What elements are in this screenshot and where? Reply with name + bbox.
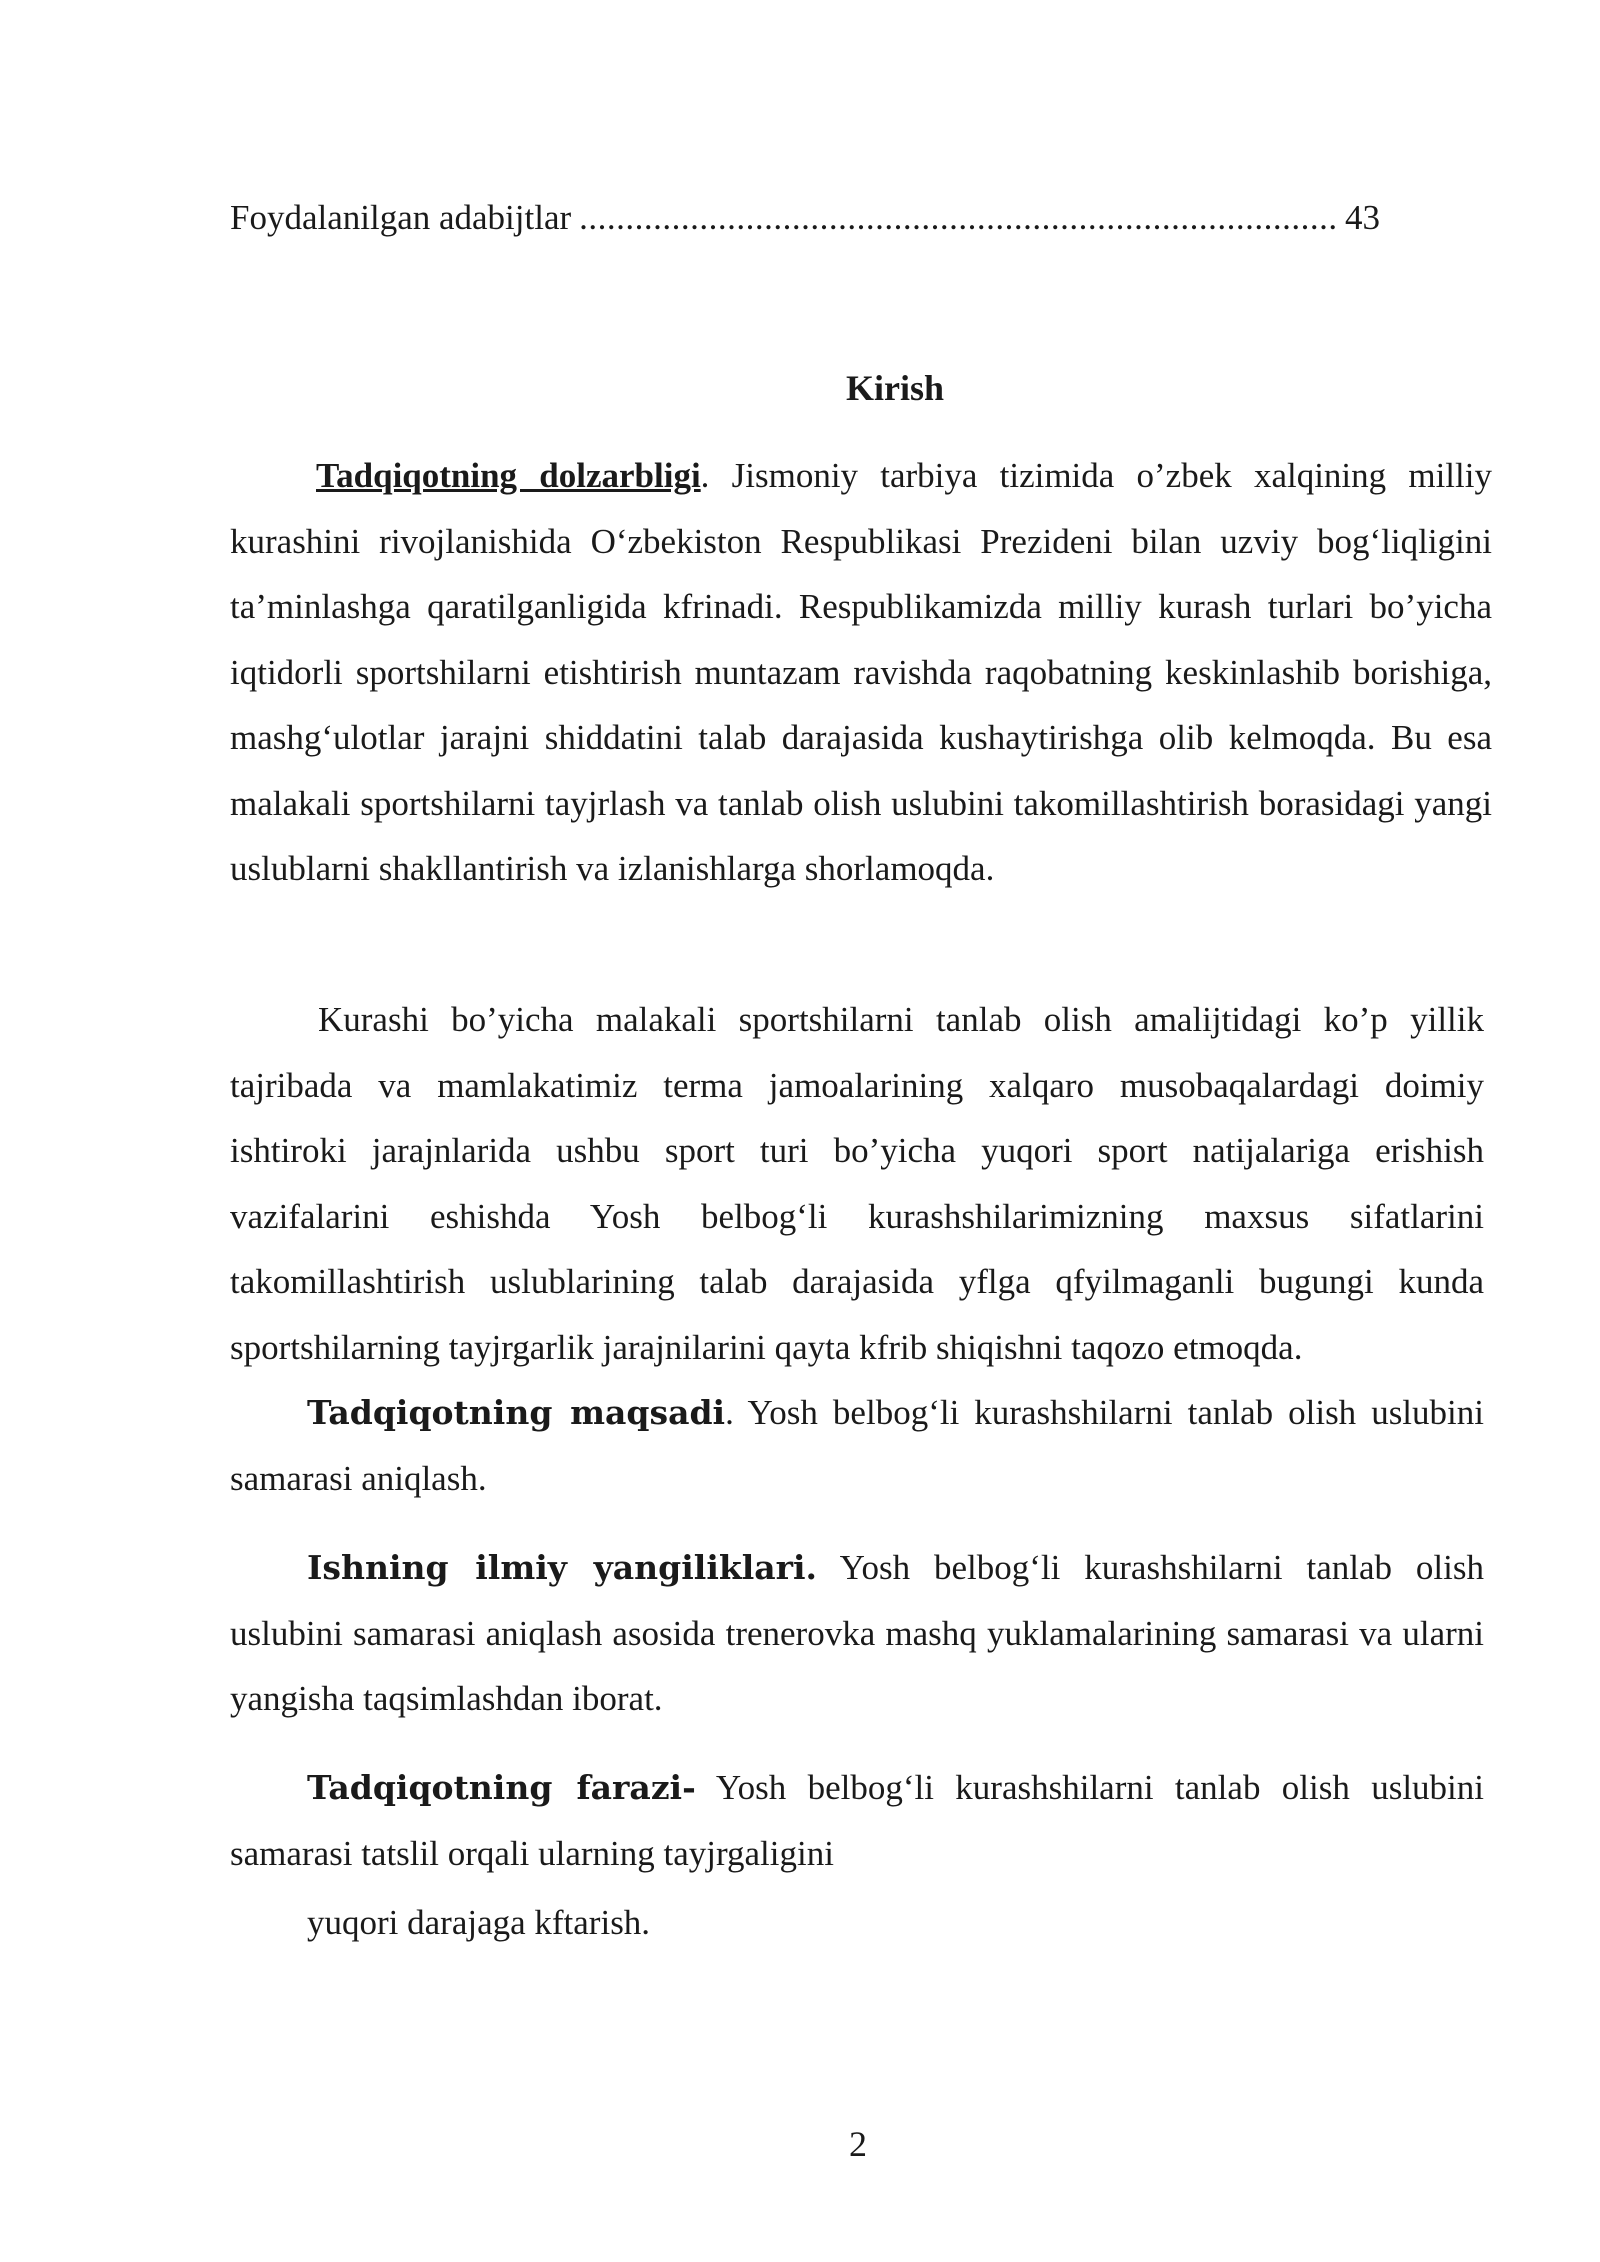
paragraph-relevance: [230, 443, 1492, 902]
toc-leader-dots: [579, 192, 1337, 244]
toc-entry-label: Foydalanilgan adabijtlar: [230, 198, 572, 237]
novelty-term: Ishning ilmiy yangiliklari.: [307, 1548, 818, 1587]
hypothesis-text: Yosh belbog‘li kurashshilarni tanlab olish uslubini samarasi tatslil orqali ularning tayjrgaligini: [230, 1768, 1484, 1873]
paragraph-experience: Kurashi bo’yicha malakali sportshilarni tanlab olish amalijtidagi ko’p yillik tajribada va mamlakatimiz terma jamoalarining xalqaro musobaqalardagi doimiy ishtiroki jarajnlarida ushbu sport turi bo’yicha yuqori sport natijalariga erishish vazifalarini eshishda Yosh belbog‘li kurashshilarimizning maxsus sifatlarini takomillashtirish uslublarining talab darajasida yflga qfyilmaganli bugungi kunda sportshilarning tayjrgarlik jarajnilarini qayta kfrib shiqishni taqozo etmoqda.: [230, 1000, 1484, 1367]
hypothesis-last-line: yuqori darajaga kftarish.: [307, 1903, 651, 1942]
section-heading: Kirish: [845, 368, 944, 408]
hypothesis-term: Tadqiqotning farazi-: [307, 1768, 696, 1807]
toc-entry-page: 43: [1345, 198, 1380, 237]
relevance-text: . Jismoniy tarbiya tizimida o’zbek xalqining milliy kurashini rivojlanishida O‘zbekiston Respublikasi Prezideni bilan uzviy bog‘liqligini ta’minlashga qaratilganligida kfrinadi. Respublikamizda milliy kurash turlari bo’yicha iqtidorli sportshilarni etishtirish muntazam ravishda raqobatning keskinlashib borishiga, mashg‘ulotlar jarajni shiddatini talab darajasida kushaytirishga olib kelmoqda. Bu esa malakali sportshilarni tayjrlash va tanlab olish uslubini takomillashtirish borasidagi yangi uslublarni shakllantirish va izlanishlarga shorlamoqda.: [230, 456, 1492, 888]
novelty-text: Yosh belbog‘li kurashshilarni tanlab olish uslubini samarasi aniqlash asosida trenerovka mashq yuklamalarining samarasi va ularni yangisha taqsimlashdan iborat.: [230, 1548, 1484, 1718]
paragraph-novelty: [230, 1535, 1484, 1732]
paragraph-goal: [230, 1380, 1484, 1511]
goal-term: Tadqiqotning maqsadi: [307, 1393, 726, 1432]
page-number: 2: [849, 2124, 867, 2164]
relevance-term: Tadqiqotning dolzarbligi: [316, 456, 701, 495]
goal-text: . Yosh belbog‘li kurashshilarni tanlab olish uslubini samarasi aniqlash.: [230, 1393, 1484, 1498]
paragraph-hypothesis: [230, 1755, 1484, 1886]
toc-entry: [230, 192, 1380, 244]
